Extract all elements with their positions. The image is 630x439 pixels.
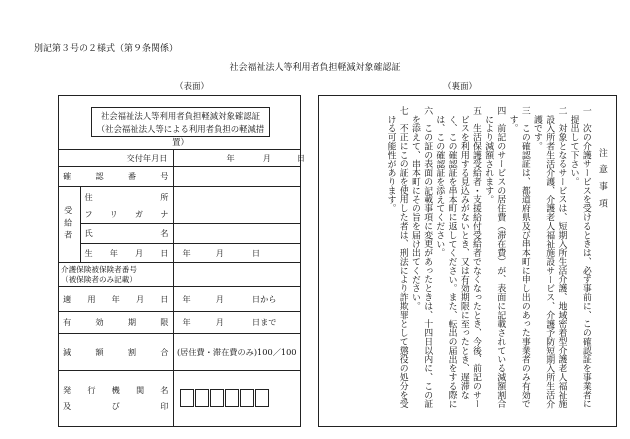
issue-month: 月 [262,152,271,163]
note-item: 五 生活保護受給者・支援給付受給者でなくなったとき、今後、前記のサービスを利用する見込みがないとき、又は有効期限に至ったとき、遅滞なく、この確認証を串本町に返してください。また、転出の届出をする際には、この確認証を添えてください。 [434,106,481,409]
reduction-rate-value: (居住費・滞在費のみ)100／100 [173,334,300,371]
confirmation-number-field[interactable] [173,167,300,187]
issue-year: 年 [226,152,235,163]
reduction-rate-row [59,334,300,371]
address-label: 住所 [84,191,169,202]
certificate-form-table [59,149,306,426]
form-number-label: 別記第３号の２様式（第９条関係） [34,44,179,54]
address-row [59,187,300,224]
insured-number-label: 介護保険被保険者番号 [61,264,137,274]
issuer-field[interactable] [173,371,300,426]
applicable-month: 月 [215,293,224,304]
birth-year: 年 [182,247,191,258]
valid-year: 年 [182,317,191,327]
name-field[interactable] [173,224,300,244]
code-box[interactable] [255,389,269,407]
birth-month: 月 [215,247,224,258]
name-row [59,224,300,244]
recipient-label: 受給者 [59,187,80,263]
note-item: 三 この確認証は、都道府県及び串本町に申し出のあった事業者のみ有効です。 [507,106,530,409]
valid-month: 月 [215,317,224,327]
issue-date-field[interactable] [173,150,306,167]
card-subtitle: （社会福祉法人等による利用者負担の軽減措置） [96,124,265,147]
reduction-rate-label: 減額割合 [59,334,173,371]
code-box[interactable] [240,389,254,407]
valid-period-row [59,312,300,334]
issuer-row [59,371,300,426]
code-box[interactable] [225,389,239,407]
applicable-year: 年 [182,293,191,304]
card-title-box [91,107,270,147]
insured-number-note: （被保険者のみ記載） [61,274,137,284]
insured-number-field[interactable] [173,263,300,287]
notes-heading: 注意事項 [597,148,607,216]
code-box[interactable] [195,389,209,407]
issuer-label-line1: 発行機関名 [63,385,169,396]
applicable-from: 日から [251,293,277,304]
back-side-label: （裏面） [443,82,478,92]
confirmation-number-label: 確認番号 [59,167,173,187]
applicable-date-row [59,287,300,312]
issue-day: 日 [296,152,306,163]
birth-date-field[interactable] [173,244,300,263]
name-label: 氏名 [80,224,173,244]
birth-date-label: 生年月日 [80,244,173,263]
notes-column [384,106,608,416]
address-furigana-field[interactable] [173,187,300,224]
confirmation-number-row [59,167,300,187]
front-side-label: （表面） [175,82,210,92]
issue-date-label: 交付年月日 [59,150,173,167]
valid-period-field[interactable] [173,312,300,334]
insured-number-row [59,263,300,287]
birth-day: 日 [251,247,261,258]
note-item: 一 次の介護サービスを受けるときは、必ず事前に、この確認証を事業者に提出して下さい。 [568,106,591,409]
note-item: 四 前記のサービスの居住費（滞在費）が、表面に記載されている減額割合により減額されます。 [483,106,506,409]
note-item: 七 不正にこの証を使用した者は、刑法により詐欺罪として懲役の処分を受ける可能性があります。 [385,106,408,409]
note-item: 六 この証の表面の記載事項に変更があったときは、十四日以内に、この証を添えて、串本町にその旨を届け出てください。 [409,106,433,409]
note-item: 二 対象となるサービスは、短期入所生活介護、地域密着型介護老人福祉施設入所者生活介護、介護老人福祉施設サービス、介護予防短期入所生活介護です。 [531,106,567,409]
code-box[interactable] [180,389,194,407]
code-box[interactable] [210,389,224,407]
applicable-date-field[interactable] [173,287,300,312]
issuer-label-line2: 及び印 [63,401,169,412]
applicable-date-label: 適用年月日 [59,287,173,312]
furigana-label: フリガナ [84,208,169,219]
issuer-code-boxes [174,389,301,407]
back-card [318,95,617,427]
card-title: 社会福祉法人等利用者負担軽減対象確認証 [100,111,261,121]
valid-until: 日まで [251,317,277,327]
birth-date-row [59,244,300,263]
document-title: 社会福祉法人等利用者負担軽減対象確認証 [229,63,401,73]
front-card [58,95,306,427]
issue-date-row [59,150,300,167]
valid-period-label: 有効期限 [59,312,173,334]
